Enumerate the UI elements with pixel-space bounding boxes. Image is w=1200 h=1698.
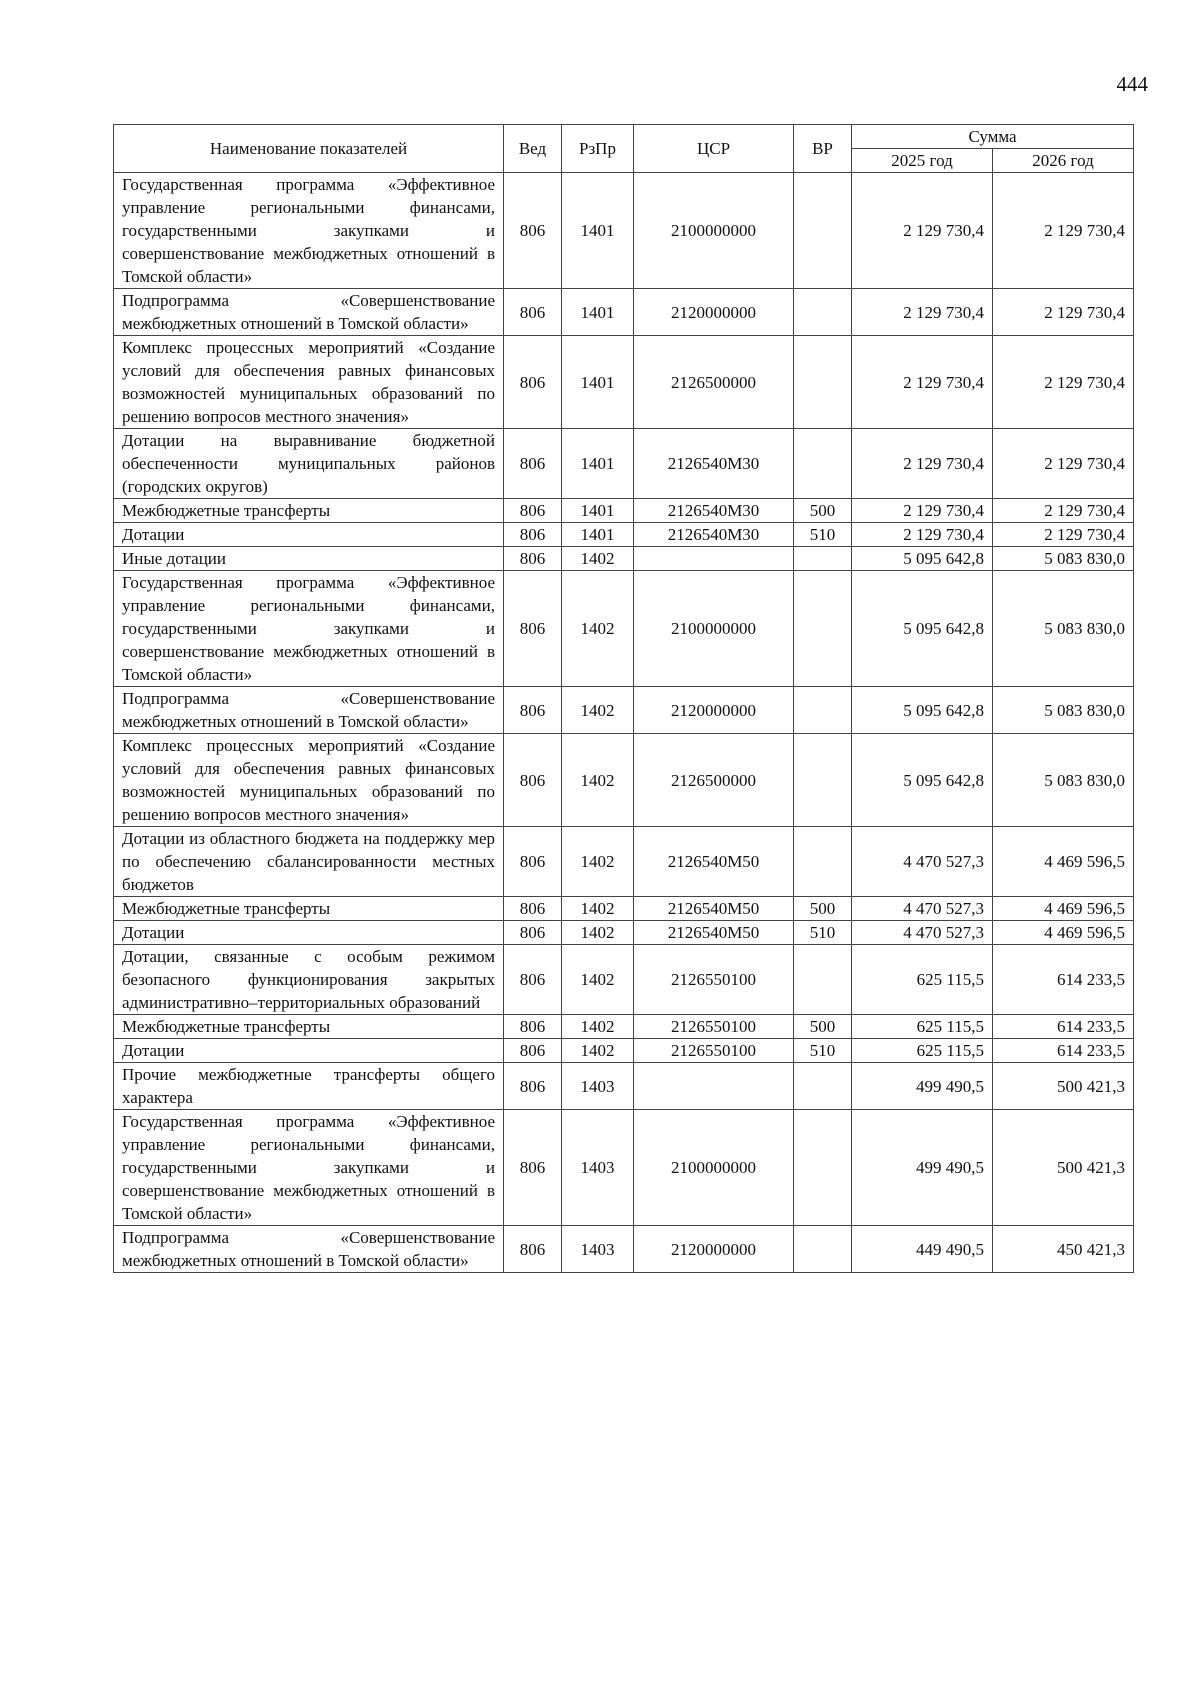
- cell-amount-2025: 4 470 527,3: [852, 921, 993, 945]
- table-row: [114, 289, 1134, 336]
- cell-amount-2025: 5 095 642,8: [852, 571, 993, 687]
- cell-rzpr: 1402: [562, 897, 634, 921]
- cell-ved: 806: [504, 289, 562, 336]
- cell-name: Дотации, связанные с особым режимом безопасного функционирования закрытых административно–территориальных образований: [114, 945, 504, 1015]
- cell-amount-2026: 450 421,3: [993, 1226, 1134, 1273]
- cell-amount-2025: 5 095 642,8: [852, 547, 993, 571]
- cell-vr: [794, 336, 852, 429]
- page-number: 444: [1116, 72, 1148, 96]
- cell-name: Государственная программа «Эффективное управление региональными финансами, государственными закупками и совершенствование межбюджетных отношений в Томской области»: [114, 173, 504, 289]
- cell-ved: 806: [504, 734, 562, 827]
- cell-vr: [794, 547, 852, 571]
- cell-ved: 806: [504, 827, 562, 897]
- cell-amount-2025: 625 115,5: [852, 945, 993, 1015]
- table-row: [114, 734, 1134, 827]
- cell-csr: 2126550100: [634, 1039, 794, 1063]
- cell-csr: 2126500000: [634, 336, 794, 429]
- cell-amount-2026: 2 129 730,4: [993, 429, 1134, 499]
- cell-vr: [794, 429, 852, 499]
- cell-ved: 806: [504, 336, 562, 429]
- cell-csr: 2126540М50: [634, 897, 794, 921]
- cell-amount-2026: 4 469 596,5: [993, 827, 1134, 897]
- cell-rzpr: 1402: [562, 921, 634, 945]
- cell-name: Дотации: [114, 523, 504, 547]
- table-row: [114, 429, 1134, 499]
- cell-name: Межбюджетные трансферты: [114, 1015, 504, 1039]
- cell-csr: 2126540М30: [634, 499, 794, 523]
- cell-amount-2026: 5 083 830,0: [993, 547, 1134, 571]
- cell-vr: [794, 1110, 852, 1226]
- cell-name: Дотации на выравнивание бюджетной обеспеченности муниципальных районов (городских округов): [114, 429, 504, 499]
- table-row: [114, 1110, 1134, 1226]
- cell-amount-2026: 5 083 830,0: [993, 571, 1134, 687]
- cell-amount-2025: 499 490,5: [852, 1110, 993, 1226]
- table-row: [114, 897, 1134, 921]
- cell-rzpr: 1401: [562, 173, 634, 289]
- cell-amount-2026: 614 233,5: [993, 945, 1134, 1015]
- cell-amount-2026: 2 129 730,4: [993, 523, 1134, 547]
- cell-rzpr: 1401: [562, 523, 634, 547]
- cell-name: Комплекс процессных мероприятий «Создание условий для обеспечения равных финансовых возможностей муниципальных образований по решению вопросов местного значения»: [114, 336, 504, 429]
- table-row: [114, 336, 1134, 429]
- cell-amount-2026: 614 233,5: [993, 1039, 1134, 1063]
- cell-amount-2026: 2 129 730,4: [993, 173, 1134, 289]
- header-vr: ВР: [794, 125, 852, 173]
- table-row: [114, 687, 1134, 734]
- cell-rzpr: 1401: [562, 289, 634, 336]
- table-row: [114, 1039, 1134, 1063]
- cell-amount-2025: 2 129 730,4: [852, 523, 993, 547]
- cell-rzpr: 1401: [562, 499, 634, 523]
- table-row: [114, 571, 1134, 687]
- table-row: [114, 827, 1134, 897]
- cell-ved: 806: [504, 523, 562, 547]
- cell-name: Подпрограмма «Совершенствование межбюджетных отношений в Томской области»: [114, 1226, 504, 1273]
- cell-name: Межбюджетные трансферты: [114, 897, 504, 921]
- cell-csr: 2100000000: [634, 1110, 794, 1226]
- cell-csr: 2126550100: [634, 945, 794, 1015]
- table-row: [114, 1015, 1134, 1039]
- table-header-row: [114, 125, 1134, 149]
- cell-ved: 806: [504, 687, 562, 734]
- cell-rzpr: 1401: [562, 336, 634, 429]
- cell-amount-2025: 2 129 730,4: [852, 289, 993, 336]
- cell-rzpr: 1403: [562, 1110, 634, 1226]
- cell-amount-2025: 2 129 730,4: [852, 336, 993, 429]
- cell-vr: [794, 945, 852, 1015]
- cell-amount-2026: 5 083 830,0: [993, 734, 1134, 827]
- cell-amount-2025: 4 470 527,3: [852, 827, 993, 897]
- cell-name: Подпрограмма «Совершенствование межбюджетных отношений в Томской области»: [114, 289, 504, 336]
- cell-ved: 806: [504, 1063, 562, 1110]
- cell-vr: [794, 1063, 852, 1110]
- table-row: [114, 547, 1134, 571]
- cell-vr: 500: [794, 897, 852, 921]
- cell-ved: 806: [504, 429, 562, 499]
- cell-rzpr: 1402: [562, 1015, 634, 1039]
- cell-csr: 2126540М30: [634, 523, 794, 547]
- cell-amount-2026: 500 421,3: [993, 1063, 1134, 1110]
- cell-vr: [794, 827, 852, 897]
- table-row: [114, 523, 1134, 547]
- cell-csr: 2126540М30: [634, 429, 794, 499]
- cell-name: Государственная программа «Эффективное управление региональными финансами, государственными закупками и совершенствование межбюджетных отношений в Томской области»: [114, 1110, 504, 1226]
- cell-name: Прочие межбюджетные трансферты общего характера: [114, 1063, 504, 1110]
- cell-vr: 500: [794, 1015, 852, 1039]
- cell-rzpr: 1402: [562, 945, 634, 1015]
- cell-ved: 806: [504, 1015, 562, 1039]
- cell-amount-2025: 499 490,5: [852, 1063, 993, 1110]
- cell-name: Дотации: [114, 921, 504, 945]
- cell-csr: 2120000000: [634, 687, 794, 734]
- cell-csr: [634, 547, 794, 571]
- header-sum: Сумма: [852, 125, 1134, 149]
- cell-ved: 806: [504, 897, 562, 921]
- cell-csr: 2126550100: [634, 1015, 794, 1039]
- cell-vr: [794, 289, 852, 336]
- cell-ved: 806: [504, 571, 562, 687]
- cell-amount-2025: 4 470 527,3: [852, 897, 993, 921]
- cell-amount-2026: 5 083 830,0: [993, 687, 1134, 734]
- cell-ved: 806: [504, 499, 562, 523]
- header-year-2026: 2026 год: [993, 149, 1134, 173]
- cell-ved: 806: [504, 173, 562, 289]
- cell-csr: 2100000000: [634, 571, 794, 687]
- cell-amount-2025: 5 095 642,8: [852, 734, 993, 827]
- cell-amount-2025: 2 129 730,4: [852, 429, 993, 499]
- cell-name: Государственная программа «Эффективное управление региональными финансами, государственными закупками и совершенствование межбюджетных отношений в Томской области»: [114, 571, 504, 687]
- cell-vr: [794, 1226, 852, 1273]
- cell-ved: 806: [504, 547, 562, 571]
- header-year-2025: 2025 год: [852, 149, 993, 173]
- cell-rzpr: 1402: [562, 827, 634, 897]
- cell-rzpr: 1402: [562, 571, 634, 687]
- cell-amount-2026: 2 129 730,4: [993, 289, 1134, 336]
- cell-name: Иные дотации: [114, 547, 504, 571]
- cell-csr: 2120000000: [634, 289, 794, 336]
- cell-name: Комплекс процессных мероприятий «Создание условий для обеспечения равных финансовых возможностей муниципальных образований по решению вопросов местного значения»: [114, 734, 504, 827]
- cell-csr: 2100000000: [634, 173, 794, 289]
- cell-rzpr: 1402: [562, 547, 634, 571]
- table-row: [114, 921, 1134, 945]
- cell-amount-2025: 2 129 730,4: [852, 173, 993, 289]
- cell-vr: [794, 687, 852, 734]
- cell-ved: 806: [504, 1039, 562, 1063]
- cell-csr: [634, 1063, 794, 1110]
- cell-csr: 2126540М50: [634, 921, 794, 945]
- table-row: [114, 1226, 1134, 1273]
- cell-rzpr: 1402: [562, 734, 634, 827]
- cell-name: Межбюджетные трансферты: [114, 499, 504, 523]
- cell-rzpr: 1401: [562, 429, 634, 499]
- cell-ved: 806: [504, 921, 562, 945]
- cell-ved: 806: [504, 945, 562, 1015]
- cell-amount-2025: 625 115,5: [852, 1015, 993, 1039]
- cell-amount-2026: 4 469 596,5: [993, 897, 1134, 921]
- table-row: [114, 945, 1134, 1015]
- cell-ved: 806: [504, 1110, 562, 1226]
- cell-amount-2026: 614 233,5: [993, 1015, 1134, 1039]
- cell-csr: 2126540М50: [634, 827, 794, 897]
- table-body: [114, 173, 1134, 1273]
- cell-vr: 500: [794, 499, 852, 523]
- cell-amount-2025: 2 129 730,4: [852, 499, 993, 523]
- cell-ved: 806: [504, 1226, 562, 1273]
- cell-amount-2025: 449 490,5: [852, 1226, 993, 1273]
- header-name: Наименование показателей: [114, 125, 504, 173]
- header-ved: Вед: [504, 125, 562, 173]
- cell-amount-2025: 625 115,5: [852, 1039, 993, 1063]
- cell-name: Дотации из областного бюджета на поддержку мер по обеспечению сбалансированности местных бюджетов: [114, 827, 504, 897]
- cell-amount-2026: 4 469 596,5: [993, 921, 1134, 945]
- cell-csr: 2126500000: [634, 734, 794, 827]
- cell-amount-2026: 2 129 730,4: [993, 336, 1134, 429]
- header-csr: ЦСР: [634, 125, 794, 173]
- budget-table: [113, 124, 1134, 1273]
- cell-vr: [794, 571, 852, 687]
- cell-amount-2026: 500 421,3: [993, 1110, 1134, 1226]
- table-row: [114, 173, 1134, 289]
- table-row: [114, 499, 1134, 523]
- table-row: [114, 1063, 1134, 1110]
- cell-amount-2026: 2 129 730,4: [993, 499, 1134, 523]
- cell-rzpr: 1403: [562, 1063, 634, 1110]
- cell-amount-2025: 5 095 642,8: [852, 687, 993, 734]
- cell-rzpr: 1402: [562, 1039, 634, 1063]
- cell-csr: 2120000000: [634, 1226, 794, 1273]
- cell-vr: [794, 734, 852, 827]
- cell-rzpr: 1403: [562, 1226, 634, 1273]
- header-rzpr: РзПр: [562, 125, 634, 173]
- cell-vr: 510: [794, 921, 852, 945]
- cell-name: Дотации: [114, 1039, 504, 1063]
- cell-rzpr: 1402: [562, 687, 634, 734]
- cell-vr: [794, 173, 852, 289]
- cell-vr: 510: [794, 1039, 852, 1063]
- cell-vr: 510: [794, 523, 852, 547]
- cell-name: Подпрограмма «Совершенствование межбюджетных отношений в Томской области»: [114, 687, 504, 734]
